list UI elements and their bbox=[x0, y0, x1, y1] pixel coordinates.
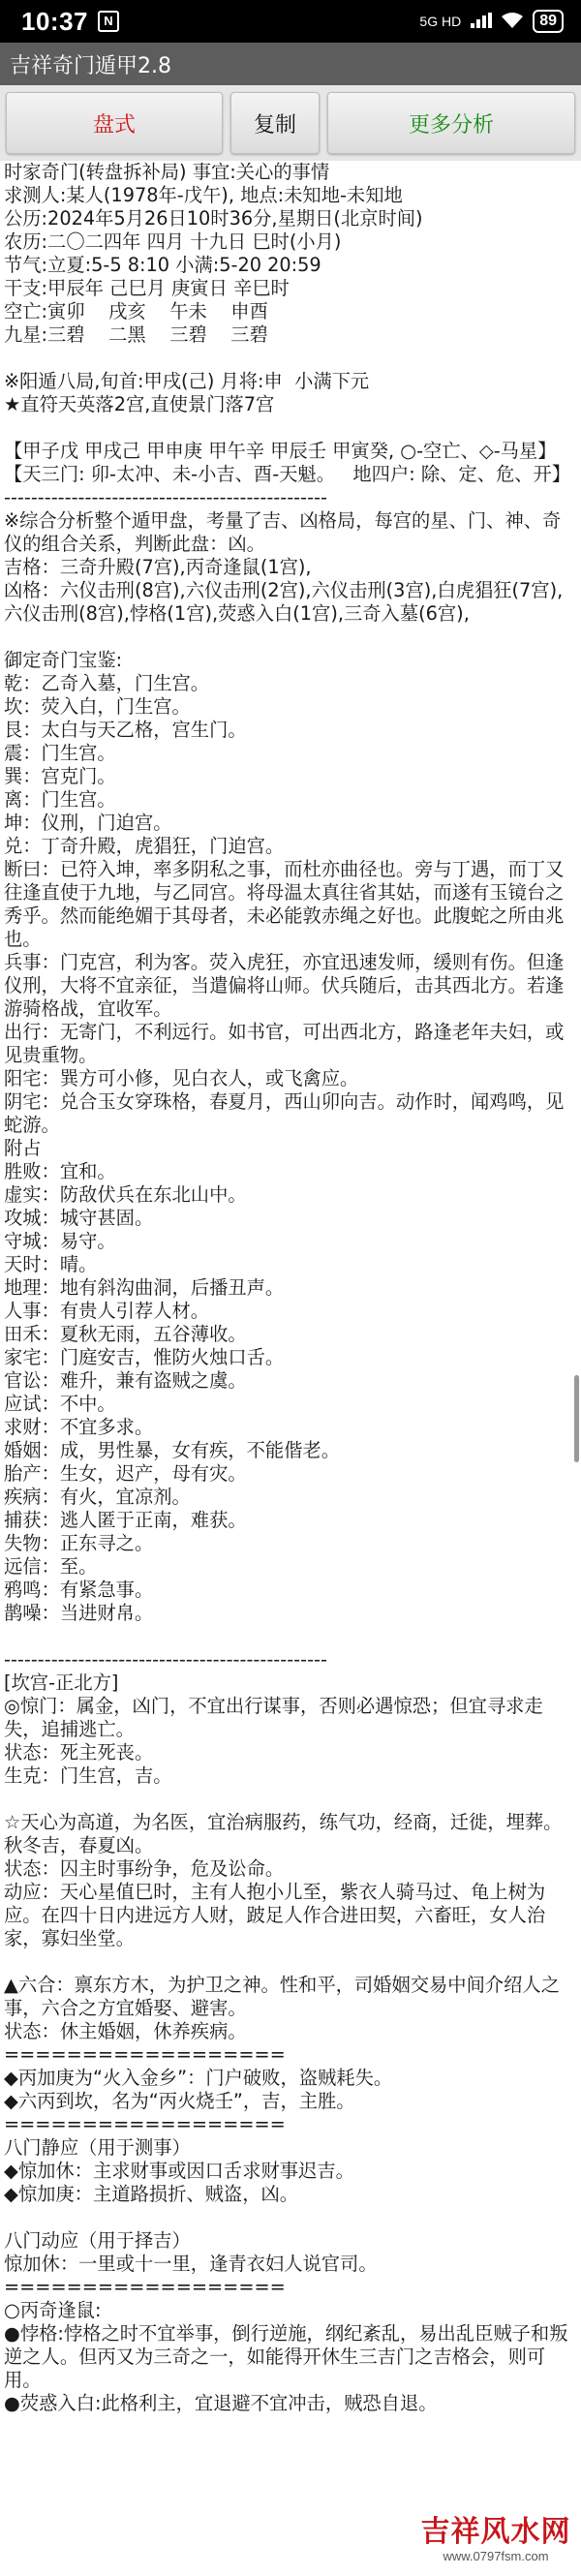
text-line: 家宅：门庭安吉，惟防火烛口舌。 bbox=[4, 1346, 285, 1368]
pan-style-button[interactable]: 盘式 bbox=[6, 92, 223, 154]
text-line bbox=[4, 626, 571, 649]
wifi-icon bbox=[502, 13, 523, 31]
text-line: 守城：易守。 bbox=[4, 1230, 116, 1252]
status-icons bbox=[419, 10, 564, 33]
text-line bbox=[4, 1625, 571, 1648]
text-line: 人事：有贵人引荐人材。 bbox=[4, 1300, 210, 1322]
text-line: 震：门生宫。 bbox=[4, 742, 116, 764]
text-line: 远信：至。 bbox=[4, 1555, 98, 1578]
text-line: 生克：门生宫，吉。 bbox=[4, 1764, 172, 1787]
text-line: ================== bbox=[4, 2276, 286, 2298]
text-line: 空亡:寅卯 戌亥 午未 申酉 bbox=[4, 300, 268, 322]
text-line: 虚实：防敌伏兵在东北山中。 bbox=[4, 1183, 247, 1206]
notification-icon: N bbox=[98, 11, 119, 32]
text-line bbox=[4, 2206, 571, 2229]
text-line: ▲六合：禀东方木，为护卫之神。性和平，司婚姻交易中间介绍人之事，六合之方宜婚娶、避害。 bbox=[4, 1974, 560, 2019]
text-line: 动应：天心星值巳时，主有人抱小儿至，紫衣人骑马过、龟上树为应。在四十日内进远方人财，跛足人作合进田契，六畜旺，女人治家，寡妇坐堂。 bbox=[4, 1881, 546, 1949]
analysis-lines bbox=[0, 161, 571, 2415]
more-analysis-button[interactable]: 更多分析 bbox=[327, 92, 575, 154]
battery-icon: 89 bbox=[533, 10, 564, 33]
text-line: ★直符天英落2宫,直使景门落7宫 bbox=[4, 393, 275, 415]
text-line: 胜败：宜和。 bbox=[4, 1160, 116, 1182]
text-line: ◆六丙到坎，名为“丙火烧壬”，吉，主胜。 bbox=[4, 2090, 355, 2112]
network-label: 5G HD bbox=[419, 14, 462, 29]
text-line: 地理：地有斜沟曲洞，后播丑声。 bbox=[4, 1276, 285, 1299]
text-line: 鹊噪：当进财帛。 bbox=[4, 1602, 154, 1624]
text-line bbox=[4, 416, 571, 440]
text-line: ●悖格:悖格之时不宜举事，倒行逆施，纲纪紊乱，易出乱臣贼子和叛逆之人。但丙又为三奇之一，如能得开休生三吉门之吉格会，则可用。 bbox=[4, 2322, 568, 2391]
text-line: 官讼：难升，兼有盗贼之虞。 bbox=[4, 1369, 247, 1392]
text-line: 惊加休：一里或十一里，逢青衣妇人说官司。 bbox=[4, 2253, 378, 2275]
text-line: 应试：不中。 bbox=[4, 1393, 116, 1415]
text-line: 坎：荧入白，门生宫。 bbox=[4, 695, 191, 718]
copy-button[interactable]: 复制 bbox=[230, 92, 320, 154]
scrollbar-thumb[interactable] bbox=[574, 1375, 579, 1462]
text-line: 附占 bbox=[4, 1137, 42, 1159]
app-title: 吉祥奇门遁甲2.8 bbox=[10, 53, 171, 78]
watermark-url: www.0797fsm.com bbox=[443, 2549, 549, 2563]
text-line: 阳宅：巽方可小修，见白衣人，或飞禽应。 bbox=[4, 1067, 359, 1089]
toolbar bbox=[0, 85, 581, 161]
text-line: 婚姻：成，男性暴，女有疾，不能偕老。 bbox=[4, 1439, 341, 1461]
text-line: 离：门生宫。 bbox=[4, 788, 116, 811]
text-line: 【天三门: 卯-太冲、未-小吉、酉-天魁。 地四户: 除、定、危、开】 bbox=[4, 463, 571, 485]
text-line: 求财：不宜多求。 bbox=[4, 1416, 154, 1438]
text-line: 捕获：逃人匿于正南，难获。 bbox=[4, 1509, 247, 1531]
text-line: ------------------------------------------------ bbox=[4, 1648, 327, 1671]
text-line: [坎宫-正北方] bbox=[4, 1671, 119, 1694]
watermark-brand: 吉祥风水网 bbox=[420, 2515, 571, 2549]
text-line: 兑：丁奇升殿，虎猖狂，门迫宫。 bbox=[4, 835, 285, 857]
status-bar bbox=[0, 0, 581, 43]
app-title-bar bbox=[0, 43, 581, 85]
text-line: 状态：休主婚姻，休养疾病。 bbox=[4, 2020, 247, 2042]
text-line: ================== bbox=[4, 2113, 286, 2135]
text-line: ================== bbox=[4, 2043, 286, 2066]
text-line: 八门动应（用于择吉） bbox=[4, 2229, 191, 2252]
text-line bbox=[4, 347, 571, 370]
text-line: 御定奇门宝鉴: bbox=[4, 649, 123, 671]
text-line: 攻城：城守甚固。 bbox=[4, 1207, 154, 1229]
text-line: ●荧惑入白:此格利主，宜退避不宜冲击，贼恐自退。 bbox=[4, 2392, 438, 2414]
text-line: 鸦鸣：有紧急事。 bbox=[4, 1579, 154, 1601]
text-line: 时家奇门(转盘拆补局) 事宜:关心的事情 bbox=[4, 161, 330, 183]
text-line: 阴宅：兑合玉女穿珠格，春夏月，西山卯向吉。动作时，闻鸡鸣，见蛇游。 bbox=[4, 1090, 565, 1136]
text-line: 【甲子戊 甲戌己 甲申庚 甲午辛 甲辰壬 甲寅癸, ○-空亡、◇-马星】 bbox=[4, 440, 557, 462]
text-line: 天时：晴。 bbox=[4, 1253, 98, 1275]
text-line: 节气:立夏:5-5 8:10 小满:5-20 20:59 bbox=[4, 254, 321, 276]
text-line: 干支:甲辰年 己巳月 庚寅日 辛巳时 bbox=[4, 277, 290, 299]
text-line: 艮：太白与天乙格，宫生门。 bbox=[4, 719, 247, 741]
text-line: ------------------------------------------------ bbox=[4, 486, 327, 508]
text-line: 农历:二〇二四年 四月 十九日 巳时(小月) bbox=[4, 230, 342, 253]
text-line bbox=[4, 1788, 571, 1811]
watermark-logo bbox=[414, 2516, 577, 2568]
text-line: 兵事：门克宫，利为客。荧入虎狂，亦宜迅速发师，缓则有伤。但逢仪刑，大将不宜亲征，当遣偏将山师。伏兵随后，击其西北方。若逢游骑格战，宜收军。 bbox=[4, 951, 565, 1020]
text-line: 田禾：夏秋无雨，五谷薄收。 bbox=[4, 1323, 247, 1345]
text-line: ※综合分析整个遁甲盘，考量了吉、凶格局，每宫的星、门、神、奇仪的组合关系，判断此盘：凶。 bbox=[4, 509, 562, 555]
clock: 10:37 bbox=[21, 6, 88, 36]
text-line: ○丙奇逢鼠: bbox=[4, 2299, 102, 2321]
text-line: 失物：正东寻之。 bbox=[4, 1532, 154, 1554]
text-line: 断曰：已符入坤，率多阴私之事，而杜亦曲径也。旁与丁遇，而丁又往逢直使于九地，与乙同宫。将母温太真往省其姑，而遂有玉镜台之秀乎。然而能绝媚于其母者，未必能敦赤绳之好也。此腹蛇之所由兆也。 bbox=[4, 858, 565, 950]
text-line: 巽：宫克门。 bbox=[4, 765, 116, 787]
text-line: 乾：乙奇入墓，门生宫。 bbox=[4, 672, 210, 694]
text-line: 状态：囚主时事纷争，危及讼命。 bbox=[4, 1857, 285, 1880]
signal-icon bbox=[471, 13, 492, 31]
text-line: 出行：无寄门，不利远行。如书官，可出西北方，路逢老年夫妇，或见贵重物。 bbox=[4, 1021, 565, 1066]
text-line: ※阳遁八局,旬首:甲戌(己) 月将:申 小满下元 bbox=[4, 370, 370, 392]
text-line: 公历:2024年5月26日10时36分,星期日(北京时间) bbox=[4, 207, 423, 230]
text-line: 疾病：有火，宜凉剂。 bbox=[4, 1486, 191, 1508]
text-line: 胎产：生女，迟产，母有灾。 bbox=[4, 1462, 247, 1485]
text-line: ◆丙加庚为“火入金乡”：门户破败，盗贼耗失。 bbox=[4, 2067, 393, 2089]
text-line: ◆惊加庚：主道路损折、贼盗，凶。 bbox=[4, 2183, 299, 2205]
text-line: ☆天心为高道，为名医，宜治病服药，练气功，经商，迁徙，埋葬。秋冬吉，春夏凶。 bbox=[4, 1811, 563, 1856]
text-line: 凶格：六仪击刑(8宫),六仪击刑(2宫),六仪击刑(3宫),白虎猖狂(7宫),六仪击刑(8宫),悖格(1宫),荧惑入白(1宫),三奇入墓(6宫), bbox=[4, 579, 564, 625]
text-line: 状态：死主死丧。 bbox=[4, 1741, 154, 1763]
analysis-text-area[interactable] bbox=[0, 161, 571, 2576]
text-line: ◆惊加休：主求财事或因口舌求财事迟吉。 bbox=[4, 2160, 354, 2182]
text-line: 坤：仪刑，门迫宫。 bbox=[4, 812, 172, 834]
text-line: ◎惊门：属金，凶门，不宜出行谋事，否则必遇惊恐；但宜寻求走失，追捕逃亡。 bbox=[4, 1695, 543, 1740]
text-line: 求测人:某人(1978年-戊午), 地点:未知地-未知地 bbox=[4, 184, 403, 206]
text-line: 八门静应（用于测事） bbox=[4, 2136, 191, 2159]
text-line bbox=[4, 1950, 571, 1974]
text-line: 九星:三碧 二黑 三碧 三碧 bbox=[4, 323, 268, 346]
text-line: 吉格：三奇升殿(7宫),丙奇逢鼠(1宫), bbox=[4, 556, 312, 578]
